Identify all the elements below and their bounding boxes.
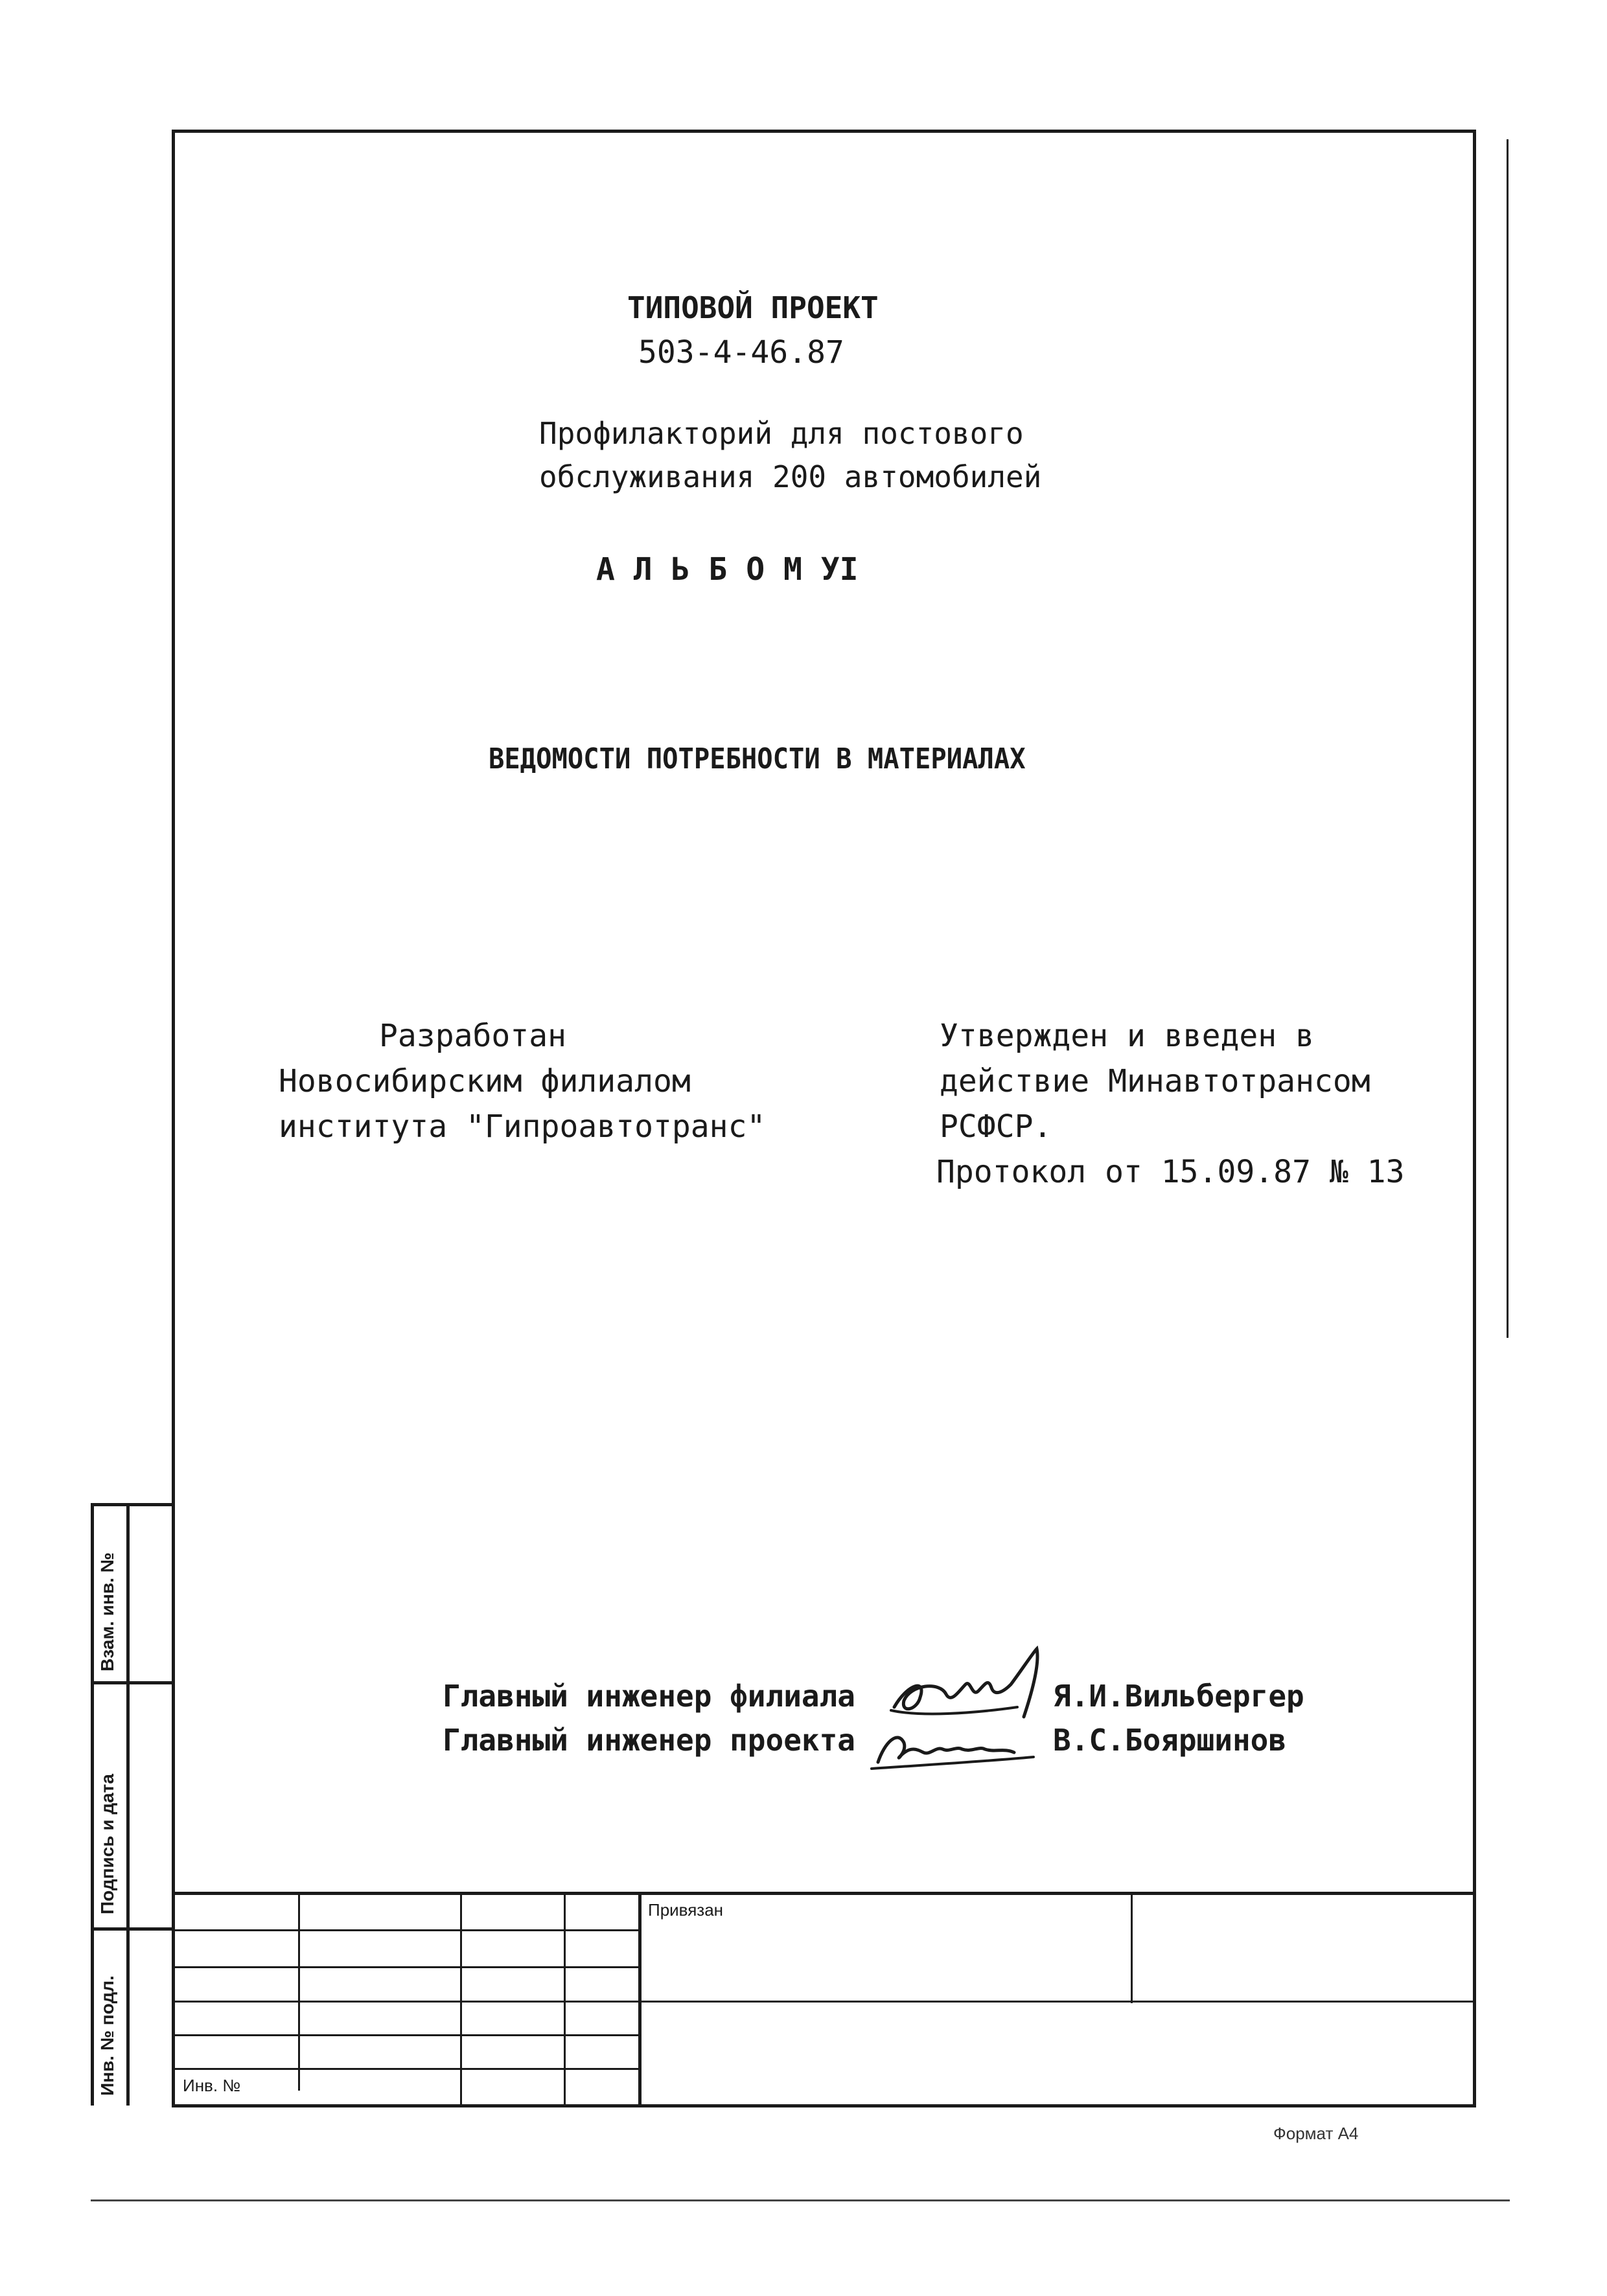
album-title: А Л Ь Б О М УI [596,551,859,588]
approval-line4: Протокол от 15.09.87 № 13 [936,1154,1405,1190]
stamp-row1 [174,1929,640,1931]
bottom-rule [91,2199,1510,2201]
stamp-col2 [460,1893,462,2106]
title-line1: Профилакторий для постового [539,416,1024,451]
stamp-inv-label: Инв. № [183,2076,241,2095]
side-strip-top [91,1503,174,1506]
frame-top [174,130,1476,133]
format-label: Формат А4 [1273,2124,1359,2143]
frame-left [172,130,175,2106]
chief-branch-label: Главный инженер филиала [443,1679,855,1714]
side-strip-div1 [91,1681,174,1684]
stamp-col3 [564,1893,566,2106]
side-strip-div2 [91,1927,174,1931]
developer-line2: Новосибирским филиалом [279,1063,691,1099]
stamp-col4 [638,1893,642,2106]
approval-line1: Утвержден и введен в [940,1018,1314,1054]
side-vzam-label: Взам. инв. № [97,1552,117,1671]
document-subject: ВЕДОМОСТИ ПОТРЕБНОСТИ В МАТЕРИАЛАХ [489,742,1026,775]
developer-line3: института "Гипроавтотранс" [279,1108,766,1145]
side-strip-left [91,1503,94,2106]
frame-right [1473,130,1476,2106]
chief-project-name: В.С.Бояршинов [1053,1723,1287,1758]
approval-line3: РСФСР. [940,1108,1052,1145]
stamp-row2 [174,1966,640,1968]
side-strip-mid [126,1503,130,2106]
stamp-row3 [174,2001,1476,2003]
developer-line1: Разработан [379,1018,566,1054]
chief-project-label: Главный инженер проекта [443,1723,855,1758]
approval-line2: действие Минавтотрансом [940,1063,1370,1099]
frame-bottom [172,2104,1476,2107]
stamp-col1 [298,1893,300,2091]
side-podpis-label: Подпись и дата [97,1774,117,1914]
stamp-bound-label: Привязан [648,1900,724,1920]
project-number: 503-4-46.87 [638,334,844,371]
project-type: ТИПОВОЙ ПРОЕКТ [627,290,879,325]
chief-branch-name: Я.И.Вильбергер [1053,1679,1304,1714]
stamp-top [172,1892,1476,1895]
signature-project-icon [865,1717,1053,1775]
stamp-row5 [174,2068,640,2070]
stamp-col5 [1131,1893,1133,2003]
side-inv-podl-label: Инв. № подл. [97,1975,117,2096]
margin-line-right [1507,139,1509,1338]
stamp-row4 [174,2034,640,2036]
title-line2: обслуживания 200 автомобилей [539,459,1042,494]
